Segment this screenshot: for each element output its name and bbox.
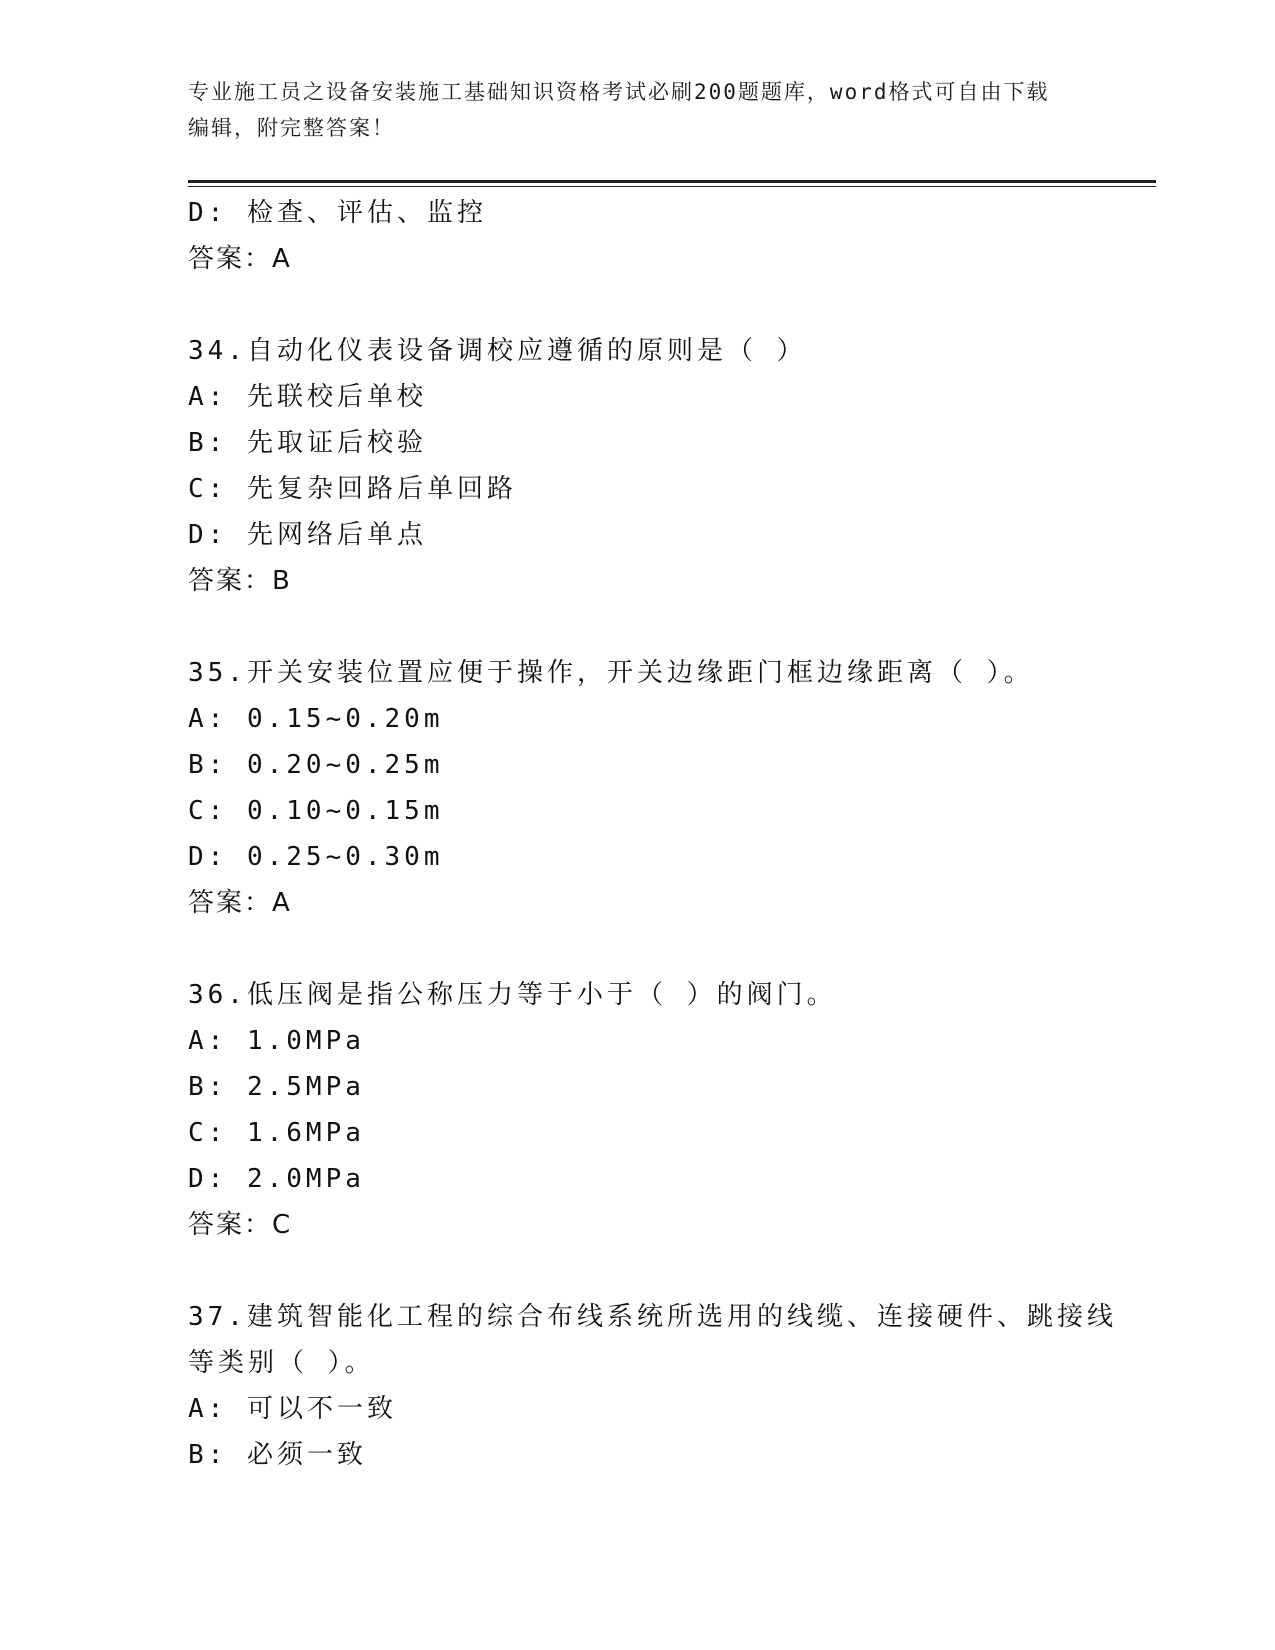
option-d: D: 0.25~0.30m — [188, 842, 444, 872]
question-stem: 36.低压阀是指公称压力等于小于（ ）的阀门。 — [188, 980, 837, 1010]
option-d: D: 2.0MPa — [188, 1164, 365, 1194]
spacer — [188, 1248, 1088, 1294]
question-stem-line-2: 等类别（ ）。 — [188, 1348, 375, 1378]
question-stem-line-1: 37.建筑智能化工程的综合布线系统所选用的线缆、连接硬件、跳接线 — [188, 1302, 1117, 1332]
option-c: C: 0.10~0.15m — [188, 796, 444, 826]
answer-label: 答案：C — [188, 1210, 293, 1240]
question-stem: 35.开关安装位置应便于操作，开关边缘距门框边缘距离（ ）。 — [188, 658, 1034, 688]
header-divider-thin — [188, 186, 1156, 187]
header-divider-thick — [188, 180, 1156, 183]
option-c: C: 1.6MPa — [188, 1118, 365, 1148]
option-d: D: 检查、评估、监控 — [188, 198, 487, 228]
option-b: B: 0.20~0.25m — [188, 750, 444, 780]
question-35 — [188, 650, 1088, 926]
spacer — [188, 926, 1088, 972]
option-b: B: 2.5MPa — [188, 1072, 365, 1102]
question-34 — [188, 328, 1088, 604]
question-stem: 34.自动化仪表设备调校应遵循的原则是（ ） — [188, 336, 807, 366]
answer-label: 答案：A — [188, 244, 292, 274]
option-c: C: 先复杂回路后单回路 — [188, 474, 517, 504]
answer-label: 答案：B — [188, 566, 292, 596]
option-b: B: 必须一致 — [188, 1440, 367, 1470]
question-37 — [188, 1294, 1117, 1478]
option-b: B: 先取证后校验 — [188, 428, 427, 458]
question-content — [188, 190, 1117, 1478]
document-header — [188, 74, 1068, 146]
header-title: 专业施工员之设备安装施工基础知识资格考试必刷200题题库，word格式可自由下载编辑，附完整答案！ — [188, 80, 1050, 140]
spacer — [188, 604, 1088, 650]
option-a: A: 先联校后单校 — [188, 382, 427, 412]
option-a: A: 可以不一致 — [188, 1394, 397, 1424]
option-a: A: 1.0MPa — [188, 1026, 365, 1056]
question-36 — [188, 972, 1088, 1248]
option-a: A: 0.15~0.20m — [188, 704, 444, 734]
spacer — [188, 282, 1088, 328]
option-d: D: 先网络后单点 — [188, 520, 427, 550]
answer-label: 答案：A — [188, 888, 292, 918]
